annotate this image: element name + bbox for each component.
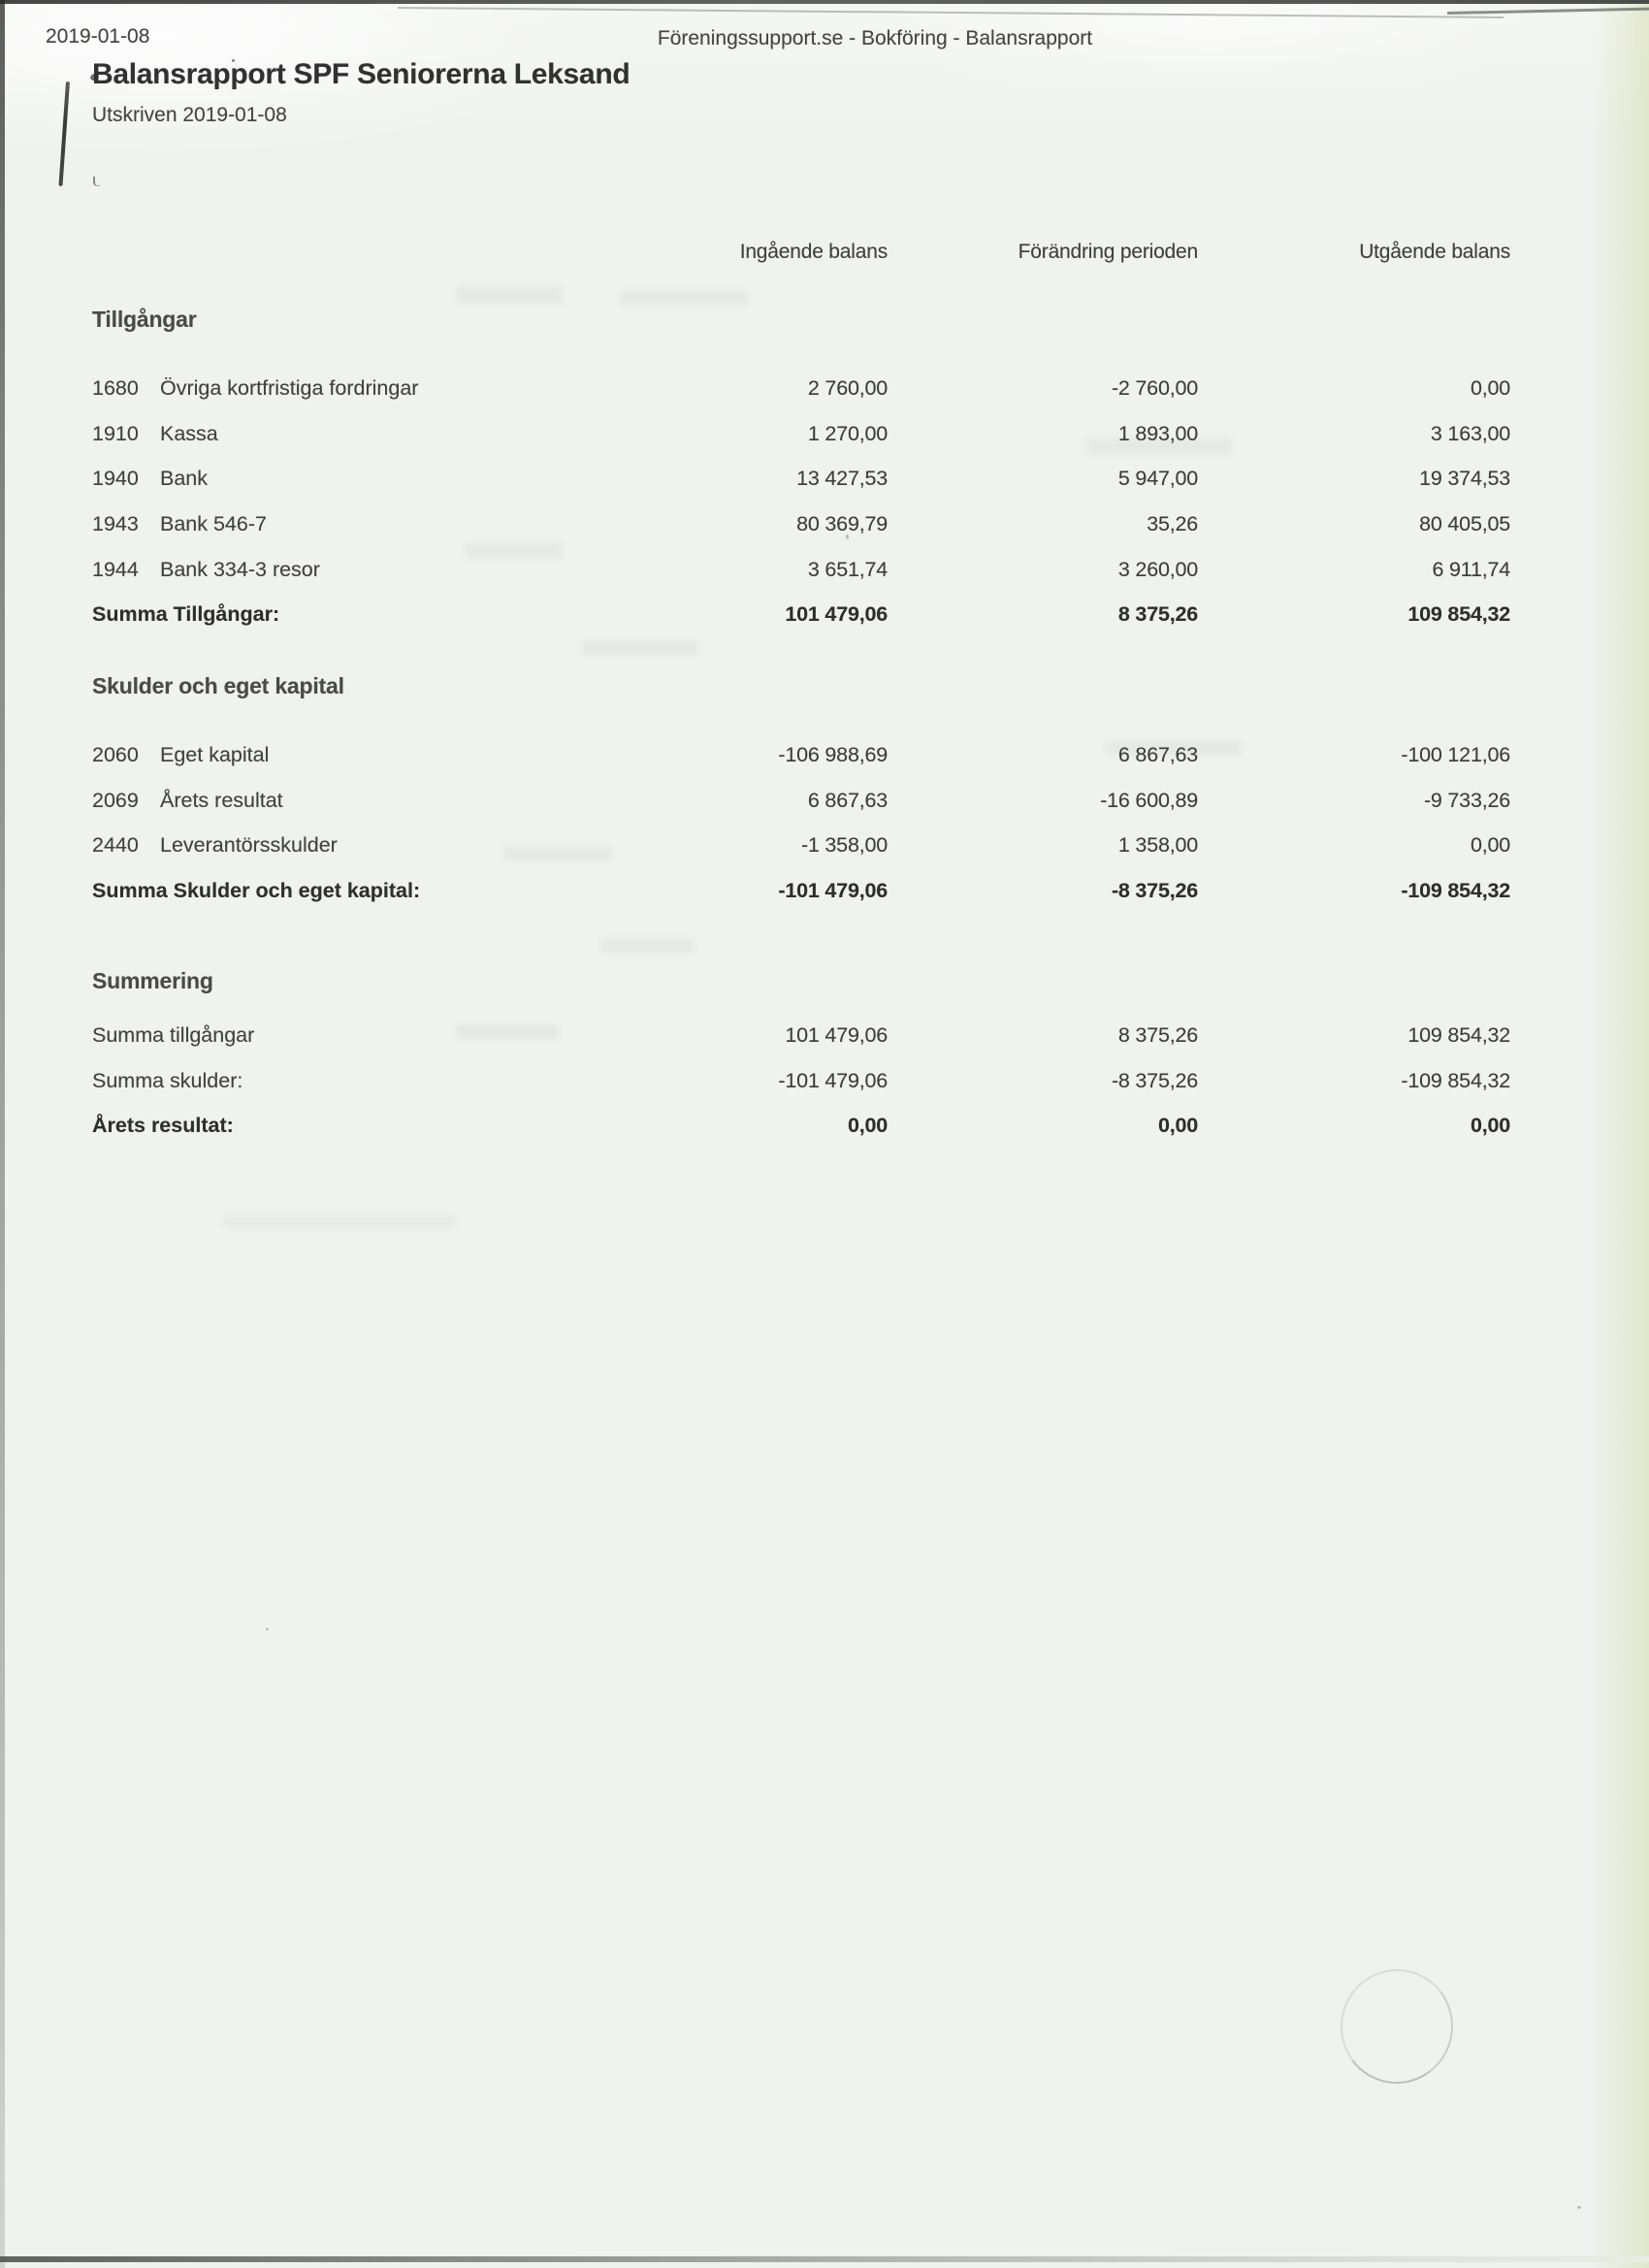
value-utgaende: 19 374,53 xyxy=(1419,467,1510,491)
summary-label: Summa Tillgångar: xyxy=(92,602,280,627)
bleed-through-smudge xyxy=(456,287,563,303)
bleed-through-smudge xyxy=(223,1215,456,1228)
value-forandring: 1 358,00 xyxy=(1117,833,1198,858)
summary-label: Årets resultat: xyxy=(92,1114,234,1138)
scan-edge-left-shadow xyxy=(0,0,5,2268)
value-utgaende: 6 911,74 xyxy=(1432,557,1510,581)
section-summering xyxy=(92,970,1510,1149)
cup-stain-ring xyxy=(1333,1962,1460,2091)
summary-ingaende: 101 479,06 xyxy=(785,602,888,627)
scan-edge-top xyxy=(0,0,1649,4)
account-number: 2069 xyxy=(92,788,139,812)
value-utgaende: -9 733,26 xyxy=(1423,788,1510,812)
bleed-through-smudge xyxy=(601,939,694,953)
section-tillgangar xyxy=(92,308,1510,637)
account-name: Kassa xyxy=(160,421,218,445)
value-utgaende: 3 163,00 xyxy=(1430,421,1510,445)
table-row xyxy=(92,411,1510,457)
value-utgaende: 0,00 xyxy=(1470,833,1510,858)
value-ingaende: -1 358,00 xyxy=(800,833,888,858)
value-forandring: 1 893,00 xyxy=(1117,421,1198,445)
value-ingaende: 80 369,79 xyxy=(796,511,888,535)
value-utgaende: 80 405,05 xyxy=(1419,511,1510,535)
summary-label: Summa Skulder och eget kapital: xyxy=(92,878,421,902)
table-row xyxy=(92,823,1510,868)
scan-speck xyxy=(266,1628,269,1631)
section-heading: Summering xyxy=(92,968,213,993)
summary-utgaende: 109 854,32 xyxy=(1407,602,1510,627)
value-forandring: -2 760,00 xyxy=(1111,375,1198,400)
summary-line-name: Summa tillgångar xyxy=(92,1022,255,1047)
value-ingaende: 1 270,00 xyxy=(807,421,888,445)
column-header-utgaende-balans: Utgående balans xyxy=(1359,241,1510,263)
table-row xyxy=(92,502,1510,547)
page-title: Balansrapport SPF Seniorerna Leksand xyxy=(92,58,630,90)
value-ingaende: 2 760,00 xyxy=(807,375,888,400)
account-number: 2440 xyxy=(92,833,139,858)
account-number: 1940 xyxy=(92,467,139,491)
section-summary-row xyxy=(92,868,1510,914)
summary-utgaende: -109 854,32 xyxy=(1401,878,1510,902)
section-heading: Skulder och eget kapital xyxy=(92,673,344,698)
scan-speck xyxy=(1577,2206,1581,2209)
account-name: Bank 546-7 xyxy=(160,511,267,535)
value-forandring: 6 867,63 xyxy=(1117,742,1198,766)
value-ingaende: 3 651,74 xyxy=(807,557,888,581)
account-number: 1943 xyxy=(92,511,139,535)
summary-forandring: 0,00 xyxy=(1157,1114,1198,1138)
value-ingaende: 6 867,63 xyxy=(807,788,888,812)
value-utgaende: -109 854,32 xyxy=(1401,1068,1510,1092)
value-forandring: 35,26 xyxy=(1147,511,1198,535)
account-name: Årets resultat xyxy=(160,788,283,812)
bleed-through-smudge xyxy=(582,640,698,655)
summary-ingaende: -101 479,06 xyxy=(778,878,888,902)
report-date: 2019-01-08 xyxy=(46,25,150,48)
section-summary-row xyxy=(92,1103,1510,1149)
section-summary-row xyxy=(92,592,1510,637)
table-row xyxy=(92,366,1510,411)
table-row xyxy=(92,547,1510,593)
account-name: Eget kapital xyxy=(160,742,270,766)
value-forandring: -16 600,89 xyxy=(1100,788,1198,812)
printed-date-line: Utskriven 2019-01-08 xyxy=(92,104,287,126)
summary-forandring: 8 375,26 xyxy=(1117,602,1198,627)
account-number: 1944 xyxy=(92,557,139,581)
scan-edge-top-right xyxy=(1447,8,1649,15)
value-forandring: 3 260,00 xyxy=(1117,557,1198,581)
breadcrumb-source-line: Föreningssupport.se - Bokföring - Balansrapport xyxy=(657,27,1093,49)
value-ingaende: 13 427,53 xyxy=(796,467,888,491)
account-name: Leverantörsskulder xyxy=(160,833,338,858)
account-name: Övriga kortfristiga fordringar xyxy=(160,375,419,400)
staple-mark xyxy=(58,81,70,186)
account-name: Bank xyxy=(160,467,209,491)
account-number: 2060 xyxy=(92,742,139,766)
table-row xyxy=(92,778,1510,824)
value-forandring: 8 375,26 xyxy=(1117,1022,1198,1047)
bleed-through-smudge xyxy=(621,291,747,306)
table-row xyxy=(92,456,1510,502)
staple-mark-foot xyxy=(93,177,100,186)
value-utgaende: 0,00 xyxy=(1470,375,1510,400)
table-row xyxy=(92,1058,1510,1104)
value-forandring: -8 375,26 xyxy=(1111,1068,1198,1092)
value-ingaende: 101 479,06 xyxy=(785,1022,888,1047)
account-number: 1680 xyxy=(92,375,139,400)
table-column-headers xyxy=(92,233,1510,272)
table-row xyxy=(92,732,1510,778)
summary-line-name: Summa skulder: xyxy=(92,1068,243,1092)
value-utgaende: -100 121,06 xyxy=(1401,742,1510,766)
column-header-forandring-perioden: Förändring perioden xyxy=(1018,241,1198,263)
value-ingaende: -106 988,69 xyxy=(778,742,888,766)
scan-edge-bottom-band xyxy=(0,2256,1649,2262)
value-ingaende: -101 479,06 xyxy=(778,1068,888,1092)
value-utgaende: 109 854,32 xyxy=(1407,1022,1510,1047)
summary-utgaende: 0,00 xyxy=(1470,1114,1510,1138)
summary-forandring: -8 375,26 xyxy=(1111,878,1198,902)
table-row xyxy=(92,1013,1510,1058)
summary-ingaende: 0,00 xyxy=(847,1114,888,1138)
value-forandring: 5 947,00 xyxy=(1117,467,1198,491)
scan-edge-top-diagonal xyxy=(398,7,1504,18)
column-header-ingaende-balans: Ingående balans xyxy=(739,241,888,263)
section-skulder-och-eget-kapital xyxy=(92,675,1510,914)
account-number: 1910 xyxy=(92,421,139,445)
section-heading: Tillgångar xyxy=(92,307,197,332)
account-name: Bank 334-3 resor xyxy=(160,557,320,581)
